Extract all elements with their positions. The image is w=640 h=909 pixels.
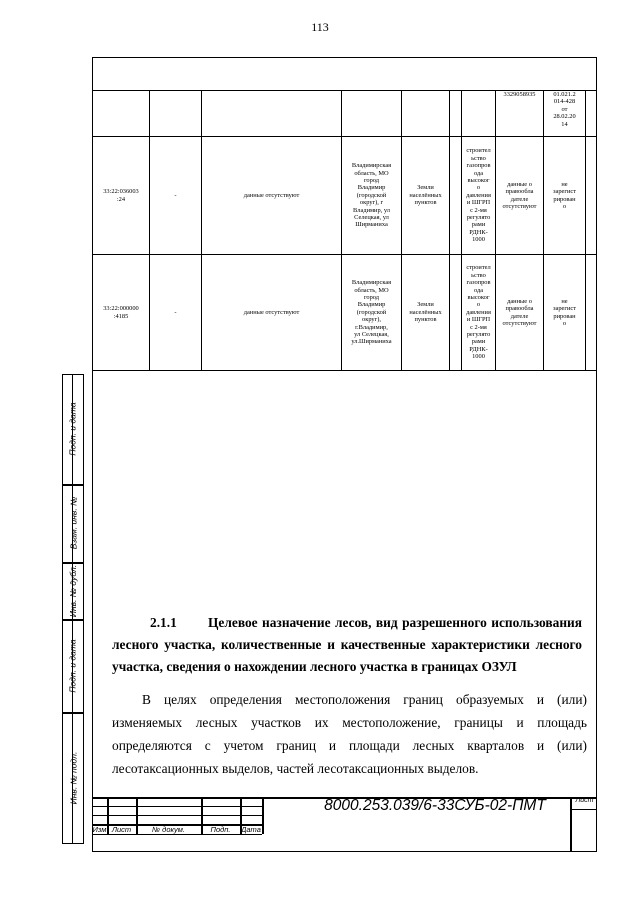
- col-change-label: Изм: [92, 825, 107, 834]
- stamp-sign-date-1: Подп. и дата: [68, 402, 78, 456]
- section-number: 2.1.1: [150, 615, 177, 630]
- registration-number-cell: 01.021.2 014-428 от 28.02.20 14: [544, 91, 586, 137]
- table-row: [93, 91, 597, 137]
- dash-cell: -: [150, 255, 202, 371]
- address-cell: Владимирская область, МО город Владимир (городской округ), г.Владимир, ул Селецкая, ул.Ширманиха: [342, 255, 402, 371]
- address-cell: Владимирская область, МО город Владимир (городской округ), г Владимир, ул Селецкая, ул Ширманиха: [342, 137, 402, 255]
- cadastral-number-cell: 33:22:000000 :4185: [93, 255, 150, 371]
- stamp-inv-replace: Взам. инв. №: [68, 496, 79, 550]
- land-category-cell: Земли населённых пунктов: [402, 255, 450, 371]
- permitted-use-cell: строител ьство газопров ода высоког о давления и ШГРП с 2-мя регулято рами РДНК- 1000: [462, 255, 496, 371]
- col-sign-label: Подп.: [210, 825, 231, 834]
- col-sheet-label: Лист: [111, 825, 132, 834]
- inn-cell: 3329058935: [496, 91, 544, 137]
- info-cell: данные отсутствуют: [202, 137, 342, 255]
- document-code: 8000.253.039/6-33СУБ-02-ПМТ: [324, 797, 546, 814]
- col-doc-label: № докум.: [151, 825, 186, 834]
- land-category-cell: Земли населённых пунктов: [402, 137, 450, 255]
- info-cell: данные отсутствуют: [202, 255, 342, 371]
- table-row: [93, 255, 597, 371]
- rightholder-cell: данные о правообла дателе отсутствуют: [496, 137, 544, 255]
- page-number: 113: [311, 20, 329, 34]
- body-paragraph-text: В целях определения местоположения границ образуемых и (или) изменяемых лесных участков их местоположение, границы и площадь определяются с учетом границ и площади лесных кварталов и (или) лесотаксационных выделов, частей лесотаксационных выделов.: [112, 692, 587, 776]
- dash-cell: -: [150, 137, 202, 255]
- col-date-label: Дата: [241, 825, 261, 834]
- registration-status-cell: не зарегист рирован о: [544, 255, 586, 371]
- section-title: Целевое назначение лесов, вид разрешенного использования лесного участка, количественные и качественные характеристики лесного участка, сведения о нахождении лесного участка в границах ОЗУЛ: [112, 615, 582, 674]
- table-row: [93, 137, 597, 255]
- section-heading: [112, 612, 582, 678]
- stamp-sign-date-2: Подп. и дата: [68, 638, 78, 693]
- stamp-inv-orig: Инв. № подл.: [68, 751, 78, 805]
- rightholder-cell: данные о правообла дателе отсутствуют: [496, 255, 544, 371]
- permitted-use-cell: строител ьство газопров ода высоког о давления и ШГРП с 2-мя регулято рами РДНК- 1000: [462, 137, 496, 255]
- body-paragraph: [112, 688, 587, 780]
- registration-status-cell: не зарегист рирован о: [544, 137, 586, 255]
- land-plots-table: [92, 90, 597, 371]
- cadastral-number-cell: 33:22:036003 :24: [93, 137, 150, 255]
- stamp-inv-dup: Инв. № дубл.: [68, 564, 78, 617]
- sheet-label: Лист: [575, 797, 594, 804]
